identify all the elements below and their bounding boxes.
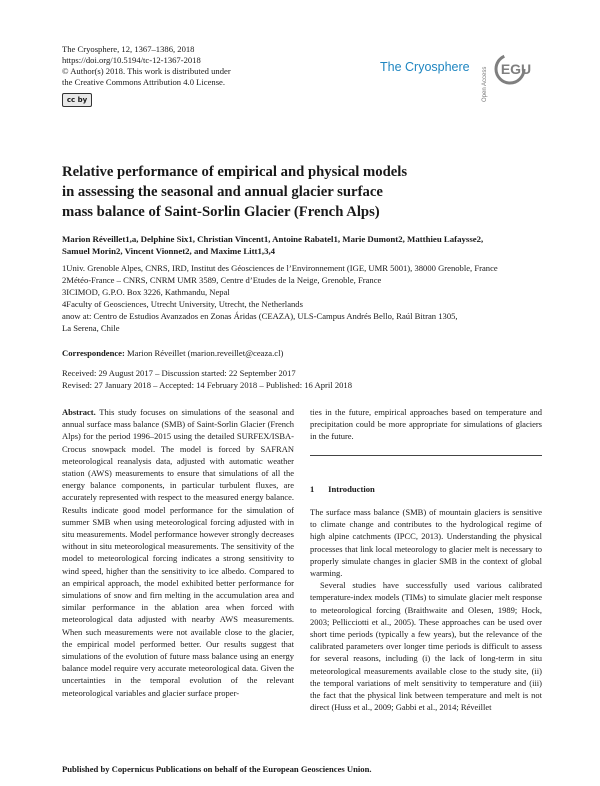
citation-block (62, 44, 231, 88)
correspondence-email[interactable]: Marion Réveillet (marion.reveillet@ceaza.cl) (127, 348, 284, 358)
publication-dates (62, 367, 352, 391)
affiliation-list (62, 262, 562, 334)
license-line: the Creative Commons Attribution 4.0 License. (62, 77, 226, 87)
section-title: Introduction (328, 484, 375, 494)
egu-logo-text: EGU (500, 61, 532, 77)
section-heading (310, 484, 375, 494)
body-paragraph: Several studies have successfully used various calibrated temperature-index models (TIMs) to simulate glacier melt response to meteorological forcing (Braithwaite and Olesen, 1989; Hock, 2003; Pellicciotti et al., 2005). These approaches can be used over short time periods (typically a few years), but the relevance of the calibrated parameters over longer time periods is difficult to assess for several reasons, including (i) the lack of long-term in situ meteorological measurements available close to the study site, (ii) the temporal variations of melt sensitivity to temperature and (iii) the fact that the physical link between temperature and melt is not direct (Huss et al., 2009; Gabbi et al., 2014; Réveillet (310, 580, 542, 713)
open-access-label (482, 40, 492, 102)
abstract-text: This study focuses on simulations of the seasonal and annual surface mass balance (SMB) of Saint-Sorlin Glacier (French Alps) for the period 1996–2015 using the detailed SURFEX/ISBA-Crocus snowpack model. The model is forced by SAFRAN meteorological reanalysis data, adjusted with automatic weather station (AWS) measurements to ensure that simulations of all the energy balance components, in particular turbulent fluxes, are accurately represented with respect to the measured energy balance. Results indicate good model performance for the simulation of summer SMB when using meteorological forcing adjusted with in situ measurements. Model performance however strongly decreases without in situ meteorological measurements. The sensitivity of the model to meteorological forcing indicates a strong sensitivity to wind speed, higher than the sensitivity to ice albedo. Compared to an empirical approach, the model exhibited better performance for simulations of snow and firn melting in the accumulation area and similar performance in the ablation area when forced with meteorological data adjusted with nearby AWS measurements. When such measurements were not available close to the glacier, the empirical model performed better. Our results suggest that simulations of the evolution of future mass balance using an energy balance model require very accurate meteorological data. Given the uncertainties in the temporal evolution of the relevant meteorological variables and glacier surface proper- (62, 407, 294, 698)
affiliation: anow at: Centro de Estudios Avanzados en Zonas Áridas (CEAZA), ULS-Campus Andrés Bello, Raúl Bitran 1305, (62, 311, 458, 321)
author-line: Marion Réveillet1,a, Delphine Six1, Christian Vincent1, Antoine Rabatel1, Marie Dumont2, Matthieu Lafaysse2, (62, 234, 484, 244)
abstract-continuation (310, 406, 542, 443)
paper-title (62, 162, 542, 222)
title-line: Relative performance of empirical and physical models (62, 164, 408, 180)
abstract-continuation-text: ties in the future, empirical approaches based on temperature and precipitation could be more appropriate for simulations of glaciers in the future. (310, 407, 542, 442)
author-list (62, 233, 552, 257)
abstract-paragraph (62, 406, 294, 699)
publisher-footer: Published by Copernicus Publications on behalf of the European Geosciences Union. (62, 764, 372, 774)
affiliation: 4Faculty of Geosciences, Utrecht University, Utrecht, the Netherlands (62, 299, 303, 309)
affiliation: La Serena, Chile (62, 323, 120, 333)
title-line: in assessing the seasonal and annual glacier surface (62, 184, 383, 200)
copyright-line: © Author(s) 2018. This work is distributed under (62, 66, 231, 76)
affiliation: 1Univ. Grenoble Alpes, CNRS, IRD, Institut des Géosciences de l’Environnement (IGE, UMR 5001), 38000 Grenoble, France (62, 263, 498, 273)
correspondence (62, 347, 283, 359)
affiliation: 3ICIMOD, G.P.O. Box 3226, Kathmandu, Nepal (62, 287, 230, 297)
author-line: Samuel Morin2, Vincent Vionnet2, and Maxime Litt1,3,4 (62, 246, 276, 256)
introduction-body (310, 506, 542, 713)
citation-line: The Cryosphere, 12, 1367–1386, 2018 (62, 44, 195, 54)
open-access-text: Open Access (482, 66, 488, 102)
title-line: mass balance of Saint-Sorlin Glacier (French Alps) (62, 204, 380, 220)
correspondence-label: Correspondence: (62, 348, 125, 358)
abstract-label: Abstract. (62, 407, 96, 417)
section-number: 1 (310, 484, 315, 494)
egu-logo-icon (494, 53, 536, 85)
body-paragraph: The surface mass balance (SMB) of mountain glaciers is sensitive to climate change and contributes to the hydrological regime of high alpine catchments (IPCC, 2013). Understanding the physical processes that link local meteorology to glacier melt is necessary to properly simulate changes in glacier SMB in the context of global warming. (310, 507, 542, 579)
journal-logo: The Cryosphere (380, 60, 470, 74)
affiliation: 2Météo-France – CNRS, CNRM UMR 3589, Centre d’Etudes de la Neige, Grenoble, France (62, 275, 382, 285)
doi-link[interactable]: https://doi.org/10.5194/tc-12-1367-2018 (62, 55, 201, 65)
divider (310, 455, 542, 456)
date-line: Received: 29 August 2017 – Discussion started: 22 September 2017 (62, 368, 296, 378)
abstract-column (62, 406, 294, 699)
cc-license-icon[interactable]: cc by (62, 93, 92, 107)
date-line: Revised: 27 January 2018 – Accepted: 14 February 2018 – Published: 16 April 2018 (62, 380, 353, 390)
